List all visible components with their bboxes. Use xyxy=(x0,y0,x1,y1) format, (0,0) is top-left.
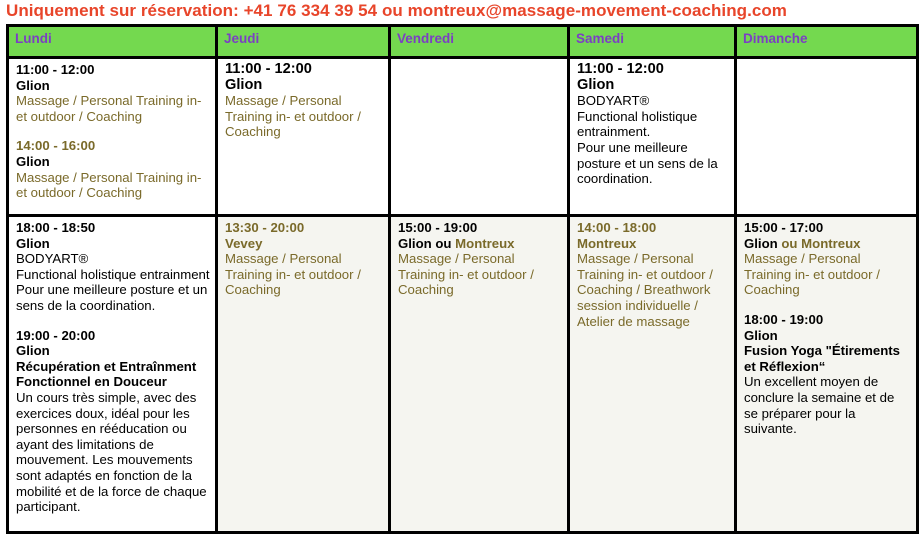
session-services: Massage / Personal Training in- et outdoor / Coaching xyxy=(16,93,202,124)
session-services: Massage / Personal Training in- et outdoor / Coaching xyxy=(398,251,534,298)
session-block xyxy=(16,328,210,515)
booking-header: Uniquement sur réservation: +41 76 334 39 54 ou montreux@massage-movement-coaching.com xyxy=(6,1,787,20)
location-montreux: Montreux xyxy=(801,235,861,251)
session-location xyxy=(744,236,911,252)
day-header-dimanche: Dimanche xyxy=(736,26,918,58)
session-title: BODYART® xyxy=(16,251,89,267)
session-time: 14:00 - 18:00 xyxy=(577,220,657,235)
session-location: Glion xyxy=(577,76,615,93)
session-time: 13:30 - 20:00 xyxy=(225,220,305,235)
session-description: Un cours très simple, avec des exercices doux, idéal pour les personnes en rééducation ou ayant des limitations de mouvement. Les mouvements sont adaptés en fonction de la mobilité et de la force de chaque participant. xyxy=(16,389,207,515)
session-title: Fusion Yoga "Étirements et Réflexion“ xyxy=(744,343,900,374)
day-header-vendredi: Vendredi xyxy=(390,26,569,58)
cell-dimanche-1 xyxy=(736,58,918,216)
cell-samedi-1 xyxy=(569,58,736,216)
session-services: Massage / Personal Training in- et outdoor / Coaching xyxy=(225,251,361,298)
day-header-jeudi: Jeudi xyxy=(217,26,390,58)
cell-dimanche-2 xyxy=(736,216,918,533)
session-time: 18:00 - 19:00 xyxy=(744,311,824,327)
location-glion: Glion xyxy=(744,235,778,251)
session-time: 15:00 - 19:00 xyxy=(398,220,478,235)
cell-vendredi-1 xyxy=(390,58,569,216)
session-description: Functional holistique entrainment xyxy=(16,266,210,282)
session-time: 14:00 - 16:00 xyxy=(16,138,96,154)
session-location: Glion xyxy=(16,343,50,359)
session-location: Montreux xyxy=(577,235,637,251)
session-block xyxy=(744,312,911,437)
location-or: ou xyxy=(777,235,802,251)
cell-jeudi-1 xyxy=(217,58,390,216)
session-time: 18:00 - 18:50 xyxy=(16,220,96,235)
cell-lundi-2 xyxy=(8,216,217,533)
session-time: 15:00 - 17:00 xyxy=(744,220,824,235)
session-block xyxy=(744,220,911,298)
session-location: Vevey xyxy=(225,235,263,251)
session-location: Glion xyxy=(744,327,778,343)
session-services: Massage / Personal Training in- et outdoor / Coaching xyxy=(225,93,361,140)
location-montreux: Montreux xyxy=(455,235,515,251)
session-block xyxy=(16,220,210,314)
session-block xyxy=(16,62,210,124)
session-location: Glion xyxy=(16,77,50,93)
session-description: Un excellent moyen de conclure la semaine et de se préparer pour la suivante. xyxy=(744,374,895,437)
session-description: Pour une meilleure posture et un sens de la coordination. xyxy=(16,282,208,313)
session-services: Massage / Personal Training in- et outdoor / Coaching xyxy=(744,251,880,298)
session-time: 11:00 - 12:00 xyxy=(16,62,95,77)
cell-vendredi-2 xyxy=(390,216,569,533)
session-time: 11:00 - 12:00 xyxy=(577,61,664,77)
session-description: Pour une meilleure posture et un sens de la coordination. xyxy=(577,139,718,187)
schedule-row-2 xyxy=(8,216,918,533)
session-location xyxy=(398,236,562,252)
schedule-row-1 xyxy=(8,58,918,216)
session-time: 19:00 - 20:00 xyxy=(16,327,96,343)
session-time: 11:00 - 12:00 xyxy=(225,61,312,77)
session-location: Glion xyxy=(16,153,50,169)
cell-lundi-1 xyxy=(8,58,217,216)
schedule-table xyxy=(6,24,919,534)
session-location: Glion xyxy=(225,76,263,93)
session-services: Massage / Personal Training in- et outdoor / Coaching xyxy=(16,169,202,201)
day-header-row xyxy=(8,26,918,58)
cell-samedi-2 xyxy=(569,216,736,533)
session-title: Récupération et Entraînment Fonctionnel en Douceur xyxy=(16,358,197,390)
session-services: Massage / Personal Training in- et outdoor / Coaching / Breathwork session individuelle / Atelier de massage xyxy=(577,251,713,329)
session-location: Glion xyxy=(16,235,50,251)
session-description: Functional holistique entrainment. xyxy=(577,108,698,140)
day-header-lundi: Lundi xyxy=(8,26,217,58)
session-title: BODYART® xyxy=(577,93,650,109)
cell-jeudi-2 xyxy=(217,216,390,533)
session-block xyxy=(16,138,210,200)
location-or: ou xyxy=(431,235,456,251)
location-glion: Glion xyxy=(398,235,432,251)
day-header-samedi: Samedi xyxy=(569,26,736,58)
